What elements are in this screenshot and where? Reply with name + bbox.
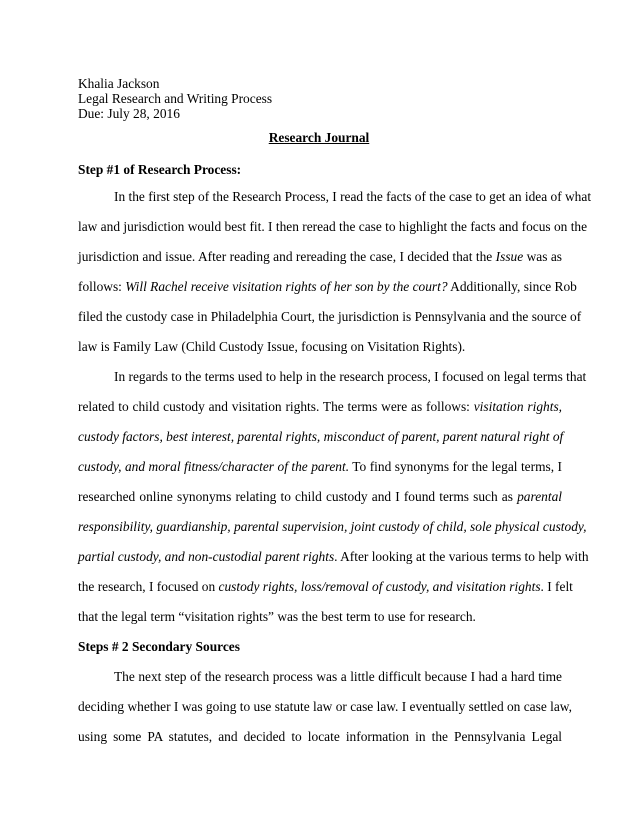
- step1-heading: Step #1 of Research Process:: [78, 162, 242, 177]
- course-name: Legal Research and Writing Process: [78, 91, 273, 106]
- paragraph-line: researched online synonyms relating to child custody and I found terms such as parental: [78, 489, 562, 504]
- paragraph-line: jurisdiction and issue. After reading and rereading the case, I decided that the Issue was as: [78, 249, 562, 264]
- paragraph-line: deciding whether I was going to use statute law or case law. I eventually settled on case law,: [78, 699, 572, 714]
- paragraph-line: In the first step of the Research Process, I read the facts of the case to get an idea of what: [114, 189, 592, 204]
- paragraph-line: that the legal term “visitation rights” was the best term to use for research.: [78, 609, 476, 624]
- step2-heading: Steps # 2 Secondary Sources: [78, 639, 240, 654]
- paragraph-line: the research, I focused on custody rights, loss/removal of custody, and visitation rights. I felt: [78, 579, 573, 594]
- due-date: Due: July 28, 2016: [78, 106, 180, 121]
- paragraph-line: follows: Will Rachel receive visitation rights of her son by the court? Additionally, since Rob: [78, 279, 577, 294]
- document-title: Research Journal: [268, 130, 370, 145]
- paragraph-line: The next step of the research process was a little difficult because I had a hard time: [114, 669, 562, 684]
- paragraph-line: filed the custody case in Philadelphia Court, the jurisdiction is Pennsylvania and the source of: [78, 309, 582, 324]
- paragraph-line: custody factors, best interest, parental rights, misconduct of parent, parent natural right of: [78, 429, 564, 444]
- paragraph-line: law and jurisdiction would best fit. I then reread the case to highlight the facts and focus on the: [78, 219, 588, 234]
- paragraph-line: using some PA statutes, and decided to locate information in the Pennsylvania Legal: [78, 729, 562, 744]
- paragraph-line: responsibility, guardianship, parental supervision, joint custody of child, sole physical custody,: [78, 519, 587, 534]
- paragraph-line: custody, and moral fitness/character of the parent. To find synonyms for the legal terms, I: [78, 459, 562, 474]
- paragraph-line: related to child custody and visitation rights. The terms were as follows: visitation rights,: [78, 399, 562, 414]
- paragraph-line: partial custody, and non-custodial parent rights. After looking at the various terms to help with: [78, 549, 589, 564]
- paragraph-line: law is Family Law (Child Custody Issue, focusing on Visitation Rights).: [78, 339, 466, 354]
- author-name: Khalia Jackson: [78, 76, 160, 91]
- paragraph-line: In regards to the terms used to help in the research process, I focused on legal terms that: [114, 369, 587, 384]
